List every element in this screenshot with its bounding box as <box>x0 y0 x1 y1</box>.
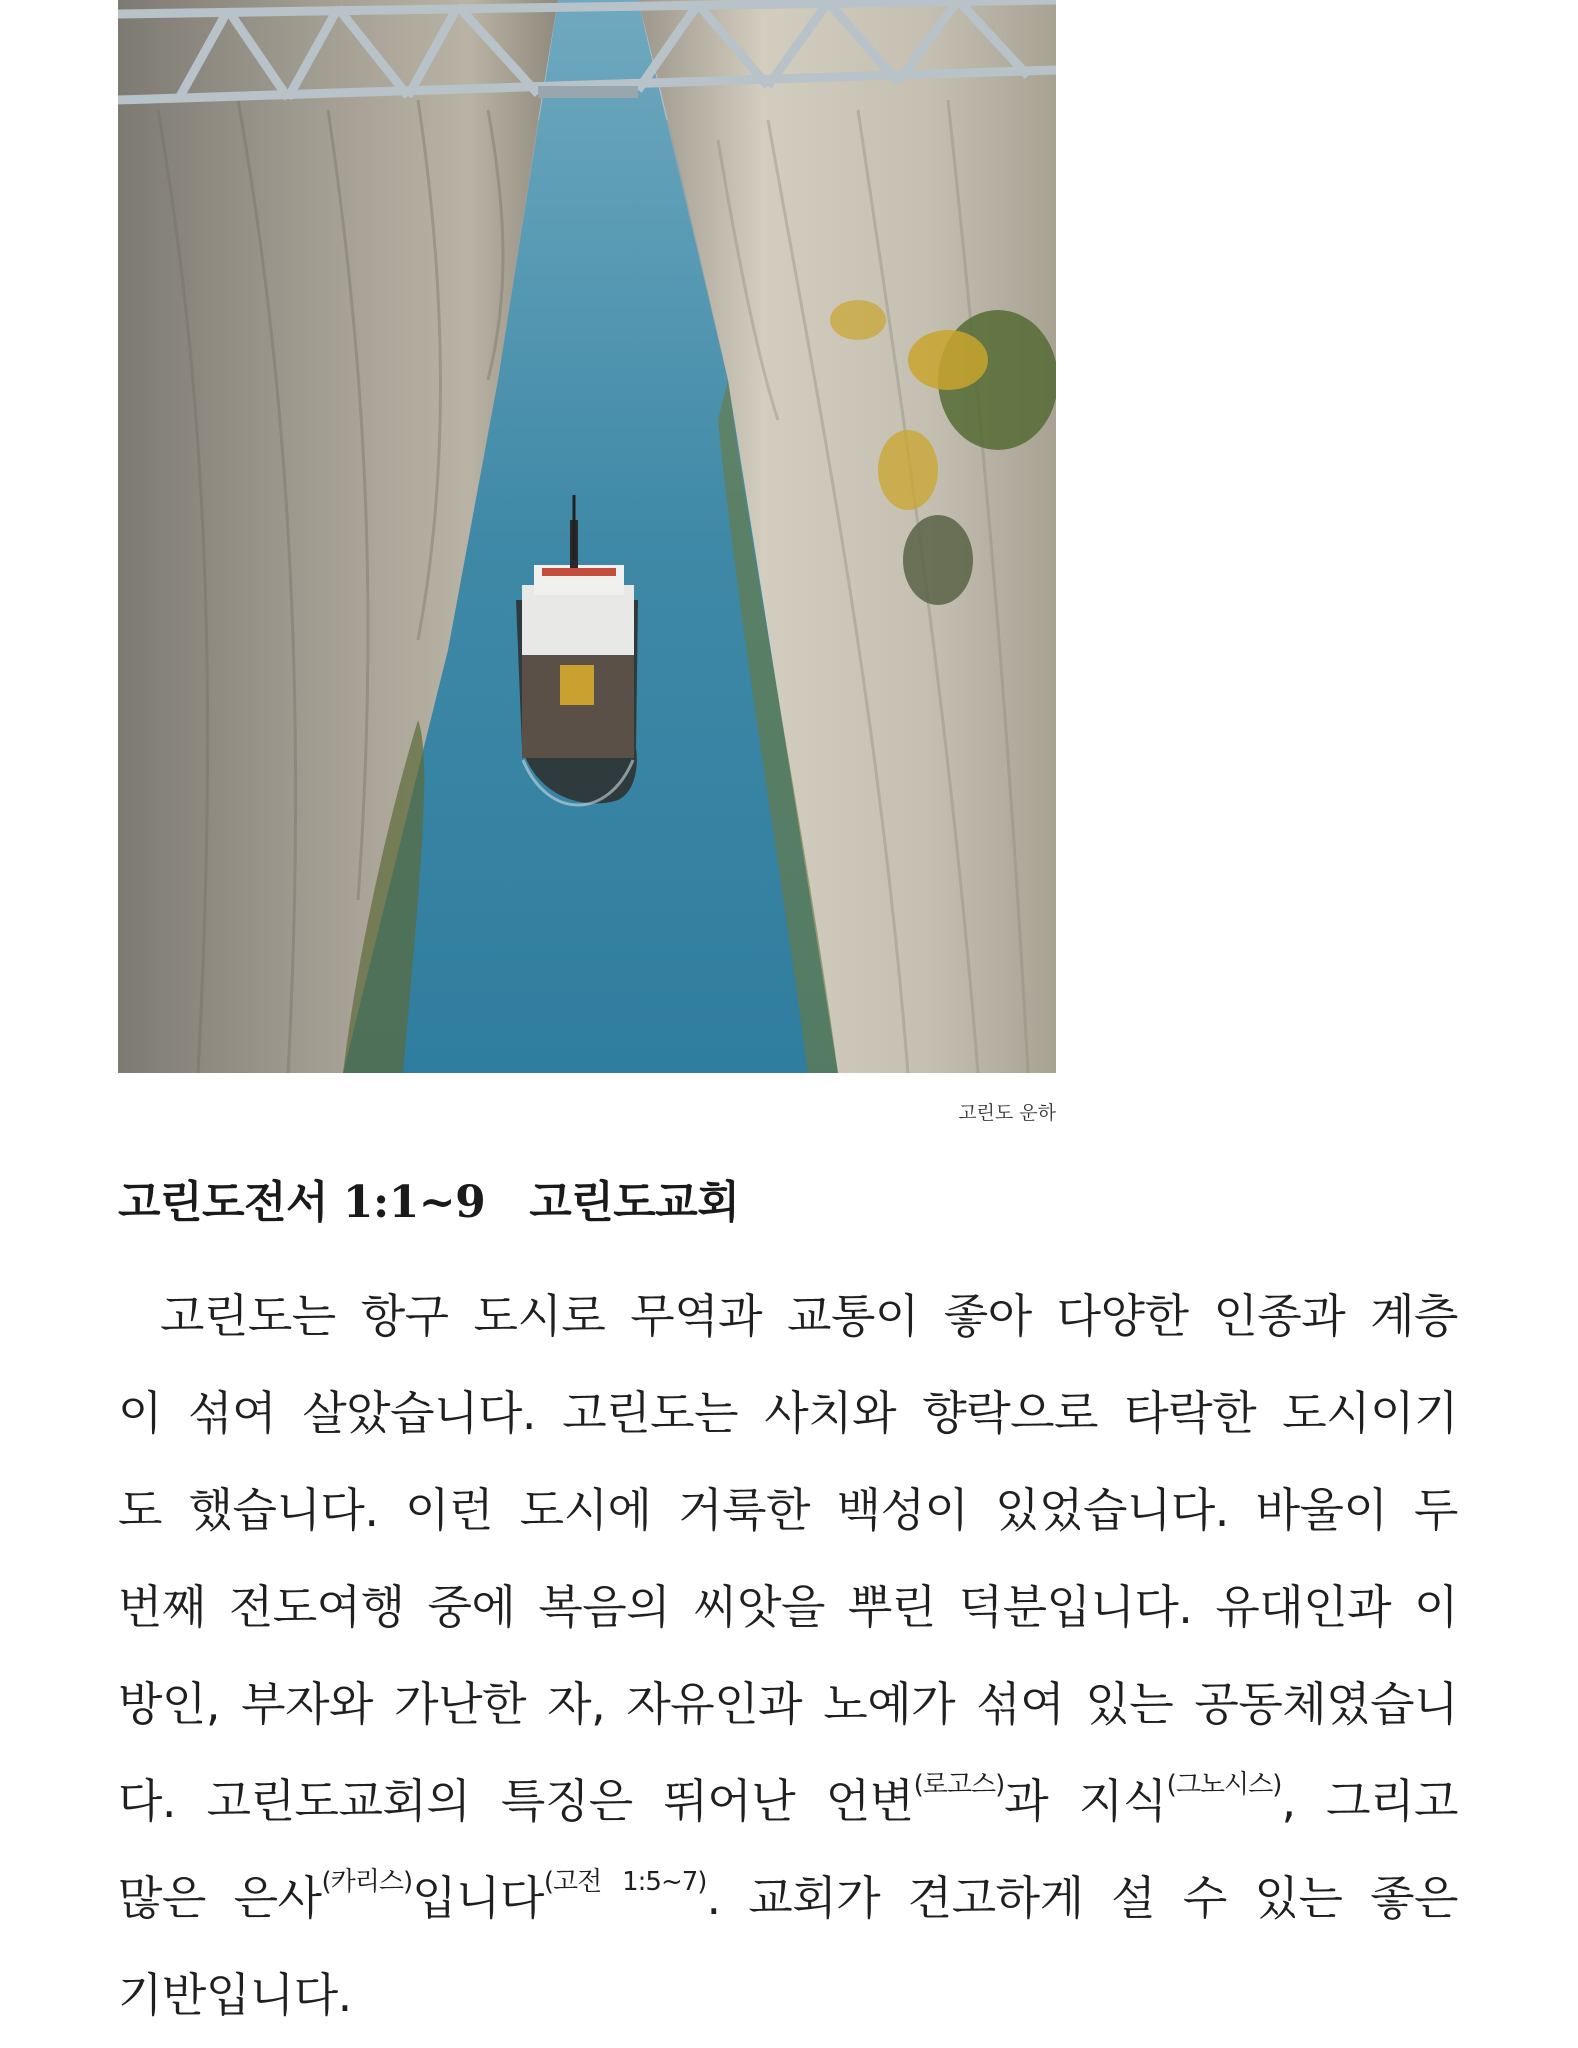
section-title: 고린도교회 <box>529 1177 740 1228</box>
scripture-reference: 고린도전서 1:1~9 <box>118 1177 486 1228</box>
section-heading <box>118 1166 739 1226</box>
body-text-3: , 그리고 많은 은사 <box>118 1774 1458 1925</box>
annotation-charis: (카리스) <box>321 1867 413 1897</box>
body-text-1: 고린도는 항구 도시로 무역과 교통이 좋아 다양한 인종과 계층이 섞여 살았습니다. 고린도는 사치와 향락으로 타락한 도시이기도 했습니다. 이런 도시에 거룩한 백성이 있었습니다. 바울이 두 번째 전도여행 중에 복음의 씨앗을 뿌린 덕분입니다. 유대인과 이방인, 부자와 가난한 자, 자유인과 노예가 섞여 있는 공동체였습니다. 고린도교회의 특징은 뛰어난 언변 <box>118 1289 1458 1828</box>
photo-caption: 고린도 운하 <box>958 1102 1056 1124</box>
body-paragraph <box>118 1268 1458 2044</box>
body-text-4: 입니다 <box>412 1871 544 1925</box>
body-text-5: . 교회가 견고하게 설 수 있는 좋은 기반입니다. <box>118 1871 1458 2022</box>
body-text-2: 과 지식 <box>1004 1774 1167 1828</box>
annotation-logos: (로고스) <box>913 1770 1005 1800</box>
corinth-canal-photo <box>118 0 1056 1073</box>
annotation-reference: (고전 1:5~7) <box>543 1867 707 1897</box>
annotation-gnosis: (그노시스) <box>1166 1770 1282 1800</box>
canal-illustration <box>118 0 1056 1073</box>
